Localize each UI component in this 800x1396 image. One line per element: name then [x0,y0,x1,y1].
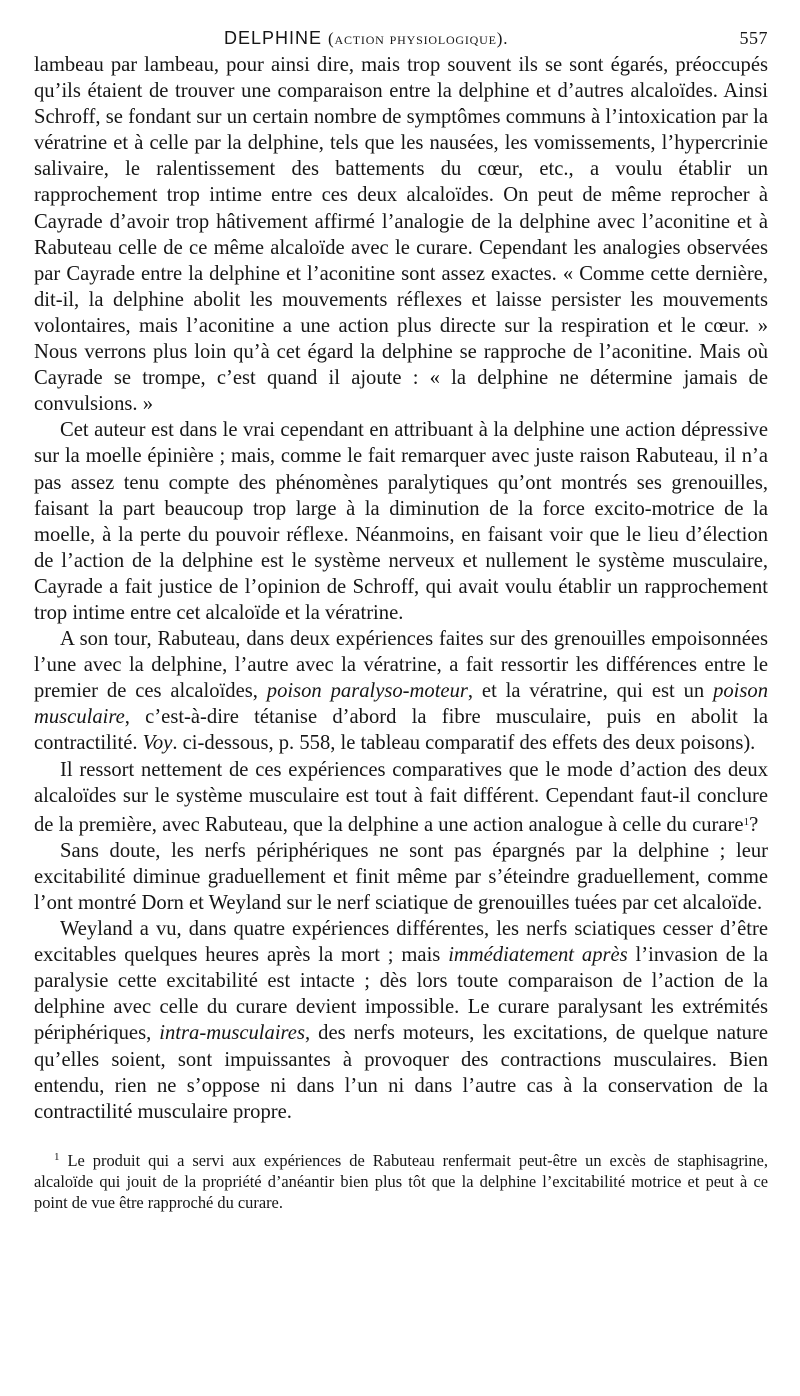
paragraph-4-text: Il ressort nettement de ces expériences comparatives que le mode d’action des deux alcaloïdes sur le système musculaire est tout à fait différent. Cependant faut-il conclure de la première, avec Rabuteau, que la delphine a une action analogue à celle du curare [34,758,768,836]
paragraph-4 [34,757,768,838]
book-page [34,22,768,1213]
term-immediatement-apres: immédiatement après [448,944,628,967]
paragraph-4-text-b: ? [749,813,759,836]
paragraph-2 [34,417,768,626]
paragraph-5 [34,838,768,916]
running-head-title [224,28,508,49]
body-text [34,52,768,1125]
paragraph-6-text-c: , des nerfs moteurs, les excitations, de quelque nature qu’elles soient, sont impuissantes à provoquer des contractions musculaires. Bien entendu, rien ne s’oppose ni dans l’un ni dans l’autre cas à la conservation de la contractilité musculaire propre. [34,1022,768,1123]
footnote-1 [34,1147,768,1213]
header-subtitle: (action physiologique). [328,29,509,48]
term-poison-paralyso-moteur: poison paralyso-moteur [266,680,468,703]
paragraph-3-text-c: , c’est-à-dire tétanise d’abord la fibre musculaire, puis en abolit la contractilité. [34,706,768,755]
paragraph-6-text-b: l’invasion de la paralysie cette excitabilité est intacte ; dès lors toute comparaison de l’action de la delphine avec celle du curare devient impossible. Le curare paralysant les extrémités périphériques, [34,944,768,1045]
paragraph-2-text: Cet auteur est dans le vrai cependant en attribuant à la delphine une action dépressive sur la moelle épinière ; mais, comme le fait remarquer avec juste raison Rabuteau, il n’a pas assez tenu compte des phénomènes paralytiques qu’ont montrés ses grenouilles, faisant la part beaucoup trop large à la diminution de la force excito-motrice de la moelle, à la perte du pouvoir réflexe. Néanmoins, en faisant voir que le lieu d’élection de l’action de la delphine est le système nerveux et nullement le système musculaire, Cayrade a fait justice de l’opinion de Schroff, qui avait voulu établir un rapprochement trop intime entre cet alcaloïde et la vératrine. [34,419,768,624]
paragraph-3-text: A son tour, Rabuteau, dans deux expériences faites sur des grenouilles empoisonnées l’une avec la delphine, l’autre avec la vératrine, a fait ressortir les différences entre le premier de ces alcaloïdes, [34,628,768,703]
term-intra-musculaires: intra-musculaires [159,1022,305,1045]
paragraph-5-text: Sans doute, les nerfs périphériques ne sont pas épargnés par la delphine ; leur excitabilité diminue graduellement et finit même par s’éteindre graduellement, comme l’ont montré Dorn et Weyland sur le nerf sciatique de grenouilles tuées par cet alcaloïde. [34,839,768,914]
paragraph-1-text: lambeau par lambeau, pour ainsi dire, mais trop souvent ils se sont égarés, préoccupés qu’ils étaient de trouver une comparaison entre la delphine et d’autres alcaloïdes. Ainsi Schroff, se fondant sur un certain nombre de symptômes communs à l’intoxication par la vératrine et à celle par la delphine, tels que les nausées, les vomissements, l’hypercrinie salivaire, le ralentissement des battements du cœur, etc., a voulu établir un rapprochement trop intime entre ces deux alcaloïdes. On peut de même reprocher à Cayrade d’avoir trop hâtivement affirmé l’analogie de la delphine avec l’aconitine et à Rabuteau celle de ce même alcaloïde avec le curare. Cependant les analogies observées par Cayrade entre la delphine et l’aconitine sont assez exactes. « Comme cette dernière, dit-il, la delphine abolit les mouvements réflexes et laisse persister les mouvements volontaires, mais l’aconitine a une action plus directe sur la respiration et le cœur. » Nous verrons plus loin qu’à cet égard la delphine se rapproche de l’aconitine. Mais où Cayrade se trompe, c’est quand il ajoute : « la delphine ne détermine jamais de convulsions. » [34,54,768,416]
page-number: 557 [739,28,768,48]
header-title-text: DELPHINE [224,28,323,48]
footnote-reference: 1 [743,815,750,828]
footnote-mark: 1 [54,1150,60,1163]
running-head [34,22,768,52]
paragraph-1 [34,52,768,417]
footnote-text: Le produit qui a servi aux expériences de Rabuteau renfermait peut-être un excès de staphisagrine, alcaloïde qui jouit de la propriété d’anéantir bien plus tôt que la delphine l’excitabilité motrice et peut à ce point de vue être rapproché du curare. [34,1150,768,1212]
paragraph-3 [34,626,768,756]
paragraph-3-text-b: , et la vératrine, qui est un [467,680,714,703]
footnotes [34,1147,768,1213]
paragraph-6 [34,916,768,1125]
term-poison-musculaire: poison musculaire [34,680,768,729]
abbrev-voy: Voy [142,732,173,755]
paragraph-6-text: Weyland a vu, dans quatre expériences différentes, les nerfs sciatiques cesser d’être excitables quelques heures après la mort ; mais [34,918,768,967]
paragraph-3-text-d: . ci-dessous, p. 558, le tableau comparatif des effets des deux poisons). [172,732,756,755]
